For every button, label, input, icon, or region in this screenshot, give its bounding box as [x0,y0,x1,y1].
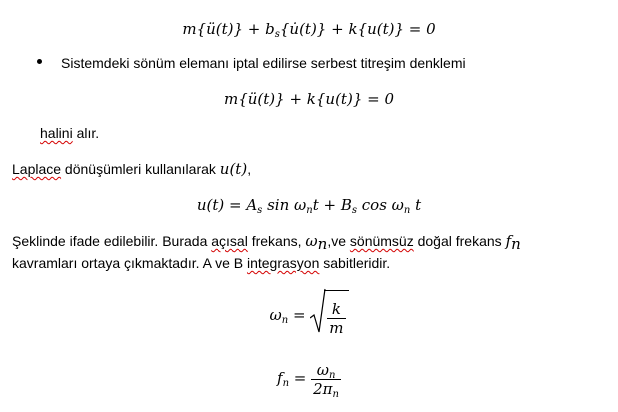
eq2-part-b: {ü(t)} + k{u(t)} = 0 [238,90,395,108]
eq3-b-sub: n [306,205,313,216]
equation-natural-frequency [0,356,618,400]
laplace-var: u(t) [219,160,248,178]
eq1-part-a: m [182,20,197,38]
eq3-c: t + B [312,196,352,214]
eq5-num: ω [316,360,329,379]
laplace-line [12,160,251,178]
radical-sign-icon [310,288,326,334]
laplace-rest: dönüşümleri kullanılarak [61,161,220,177]
bullet-icon [37,59,42,64]
bullet-text: Sistemdeki sönüm elemanı iptal edilirse serbest titreşim denklemi [61,55,466,71]
fraction-k-over-m [327,300,345,337]
para-p1: Şeklinde ifade edilebilir. Burada [12,233,212,249]
equation-angular-frequency [0,290,618,342]
halini-rest: alır. [72,125,100,141]
sqrt-symbol [310,290,348,342]
spellcheck-word-halini: halini [40,125,73,141]
fraction-omega-over-2pi [311,361,341,398]
eq5-lhs: f [277,369,283,387]
paragraph-line-2 [12,254,390,272]
paragraph-line-1 [12,232,521,253]
eq1-part-b: {ü(t)} + b [196,20,275,38]
eq4-lhs-sub: n [281,315,289,326]
eq5-num-wrap [311,361,341,379]
eq3-c-sub: s [351,205,357,216]
para-line2a: kavramları ortaya çıkmaktadır. A ve B [12,255,247,271]
eq5-num-sub: n [328,369,336,381]
para-p2: frekans, [247,233,306,249]
spellcheck-word-acisal: açısal [211,233,248,249]
para-f: f [505,232,512,250]
eq4-lhs: ω [269,306,282,324]
sqrt-content [324,290,348,342]
eq3-e: t [410,196,422,214]
para-f-sub: n [511,235,521,253]
spellcheck-word-laplace: Laplace [12,161,62,177]
laplace-end: , [247,161,252,177]
para-line2b: sabitleridir. [319,255,391,271]
equation-solution [0,196,618,214]
eq1-sub-s: s [274,29,280,40]
eq5-den-wrap [311,380,341,398]
eq1-part-c: {u̇(t)} + k{u(t)} = 0 [279,20,436,38]
eq5-lhs-sub: n [282,378,290,389]
eq3-a: u(t) = A [196,196,258,214]
eq5-den-sub: n [332,388,339,400]
eq5-eq: = [289,369,312,387]
para-p4: doğal frekans [413,233,506,249]
halini-line [40,124,99,142]
eq4-den: m [329,318,344,337]
equation-damped-motion [0,20,618,38]
spellcheck-word-integrasyon: integrasyon [246,255,320,271]
equation-free-vibration [0,90,618,108]
eq2-part-a: m [223,90,239,108]
eq3-d: cos ω [357,196,404,214]
eq5-den: 2π [313,379,333,398]
eq3-a-sub: s [257,205,263,216]
eq3-d-sub: n [403,205,411,216]
spellcheck-word-sonumsuz: sönümsüz [349,233,414,249]
para-omega: ω [305,232,318,250]
eq4-eq: = [288,306,311,324]
para-p3: ,ve [327,233,350,249]
eq3-b: sin ω [262,196,307,214]
para-omega-sub: n [317,235,328,253]
eq4-num: k [331,299,341,318]
